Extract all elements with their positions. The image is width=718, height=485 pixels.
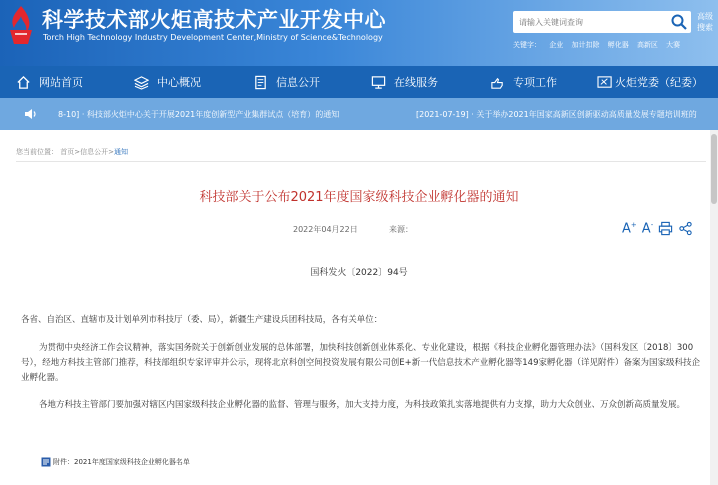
keyword-link[interactable]: 孵化器 — [607, 41, 629, 49]
keywords-label: 关键字： — [513, 41, 541, 49]
document-icon — [253, 75, 268, 90]
nav-label: 网站首页 — [39, 76, 83, 89]
search-box — [513, 11, 691, 33]
document-number: 国科发火〔2022〕94号 — [310, 268, 408, 278]
site-header — [0, 0, 718, 66]
article-date: 2022年04月22日 — [293, 225, 358, 234]
search-icon[interactable] — [670, 13, 688, 31]
page-scrollbar[interactable] — [710, 130, 718, 485]
breadcrumb-home[interactable]: 首页 — [60, 148, 75, 156]
nav-label: 火炬党委（纪委） — [615, 76, 703, 89]
nav-item-special[interactable] — [490, 66, 557, 98]
scrollbar-thumb[interactable] — [711, 134, 717, 204]
keyword-link[interactable]: 大赛 — [666, 41, 681, 49]
nav-item-overview[interactable] — [134, 66, 201, 98]
article-paragraph: 各省、自治区、直辖市及计划单列市科技厅（委、局），新疆生产建设兵团科技局，各有关单位： — [21, 315, 383, 325]
news-ticker — [0, 98, 718, 130]
ticker-news-link[interactable]: 8-10] · 科技部火炬中心关于开展2021年度创新型产业集群试点（培育）的通知 — [58, 110, 340, 119]
article-source: 来源： — [389, 225, 413, 234]
keyword-link[interactable]: 加计扣除 — [571, 41, 600, 49]
divider — [16, 161, 706, 162]
search-input[interactable] — [513, 11, 665, 33]
article-paragraph: 各地方科技主管部门要加强对辖区内国家级科技企业孵化器的监督、管理与服务，加大支持力度，为科技政策扎实落地提供有力支撑，助力大众创业、万众创新高质量发展。 — [39, 400, 686, 410]
attachment-link[interactable] — [41, 457, 190, 467]
breadcrumb-info[interactable]: 信息公开 — [80, 148, 109, 156]
hand-icon — [490, 75, 505, 90]
ticker-news-link[interactable]: [2021-07-19] · 关于举办2021年国家高新区创新驱动高质量发展专题培训班的 — [416, 110, 697, 119]
font-increase-button[interactable]: A+ — [622, 221, 637, 237]
article-title: 科技部关于公布2021年度国家级科技企业孵化器的通知 — [199, 190, 519, 205]
hot-keywords — [513, 40, 686, 50]
attachment-label: 附件：2021年度国家级科技企业孵化器名单 — [53, 458, 190, 466]
nav-label: 中心概况 — [157, 76, 201, 89]
article-paragraph: 为贯彻中央经济工作会议精神，落实国务院关于创新创业发展的总体部署，加快科技创新创业体系化、专业化建设，根据《科技企业孵化器管理办法》（国科发区〔2018〕300号），经地方科技主管部门推荐，科技部组织专家评审并公示，现将北京科创空间投资发展有限公司创E+新一代信息技术产业孵化器等149家孵化器（详见附件）备案为国家级科技企业孵化器。 — [21, 343, 700, 383]
speaker-icon — [24, 107, 38, 121]
font-decrease-button[interactable]: A- — [641, 221, 654, 237]
nav-item-service[interactable] — [371, 66, 438, 98]
share-icon[interactable] — [678, 221, 693, 236]
nav-item-party[interactable] — [597, 66, 703, 98]
article-tools — [622, 221, 693, 236]
site-subtitle: Torch High Technology Industry Development Center,Ministry of Science&Technology — [43, 33, 383, 42]
breadcrumb-label: 您当前位置： — [16, 148, 58, 156]
nav-item-home[interactable] — [16, 66, 83, 98]
keyword-link[interactable]: 高新区 — [636, 41, 658, 49]
party-icon — [597, 75, 614, 90]
nav-label: 专项工作 — [513, 76, 557, 89]
home-icon — [16, 75, 31, 90]
file-icon — [41, 457, 51, 467]
layers-icon — [134, 75, 149, 90]
print-icon[interactable] — [658, 221, 673, 236]
breadcrumb: 您当前位置： 首页>信息公开>通知 — [16, 148, 128, 156]
main-nav — [0, 66, 718, 98]
nav-item-info[interactable] — [253, 66, 320, 98]
nav-label: 在线服务 — [394, 76, 438, 89]
torch-logo-icon[interactable] — [4, 4, 38, 46]
breadcrumb-current[interactable]: 通知 — [113, 148, 128, 156]
monitor-icon — [371, 75, 386, 90]
keyword-link[interactable]: 企业 — [549, 41, 564, 49]
advanced-search-link[interactable]: 高级搜索 — [697, 12, 713, 32]
site-title[interactable]: 科学技术部火炬高技术产业开发中心 — [42, 8, 386, 32]
nav-label: 信息公开 — [276, 76, 320, 89]
